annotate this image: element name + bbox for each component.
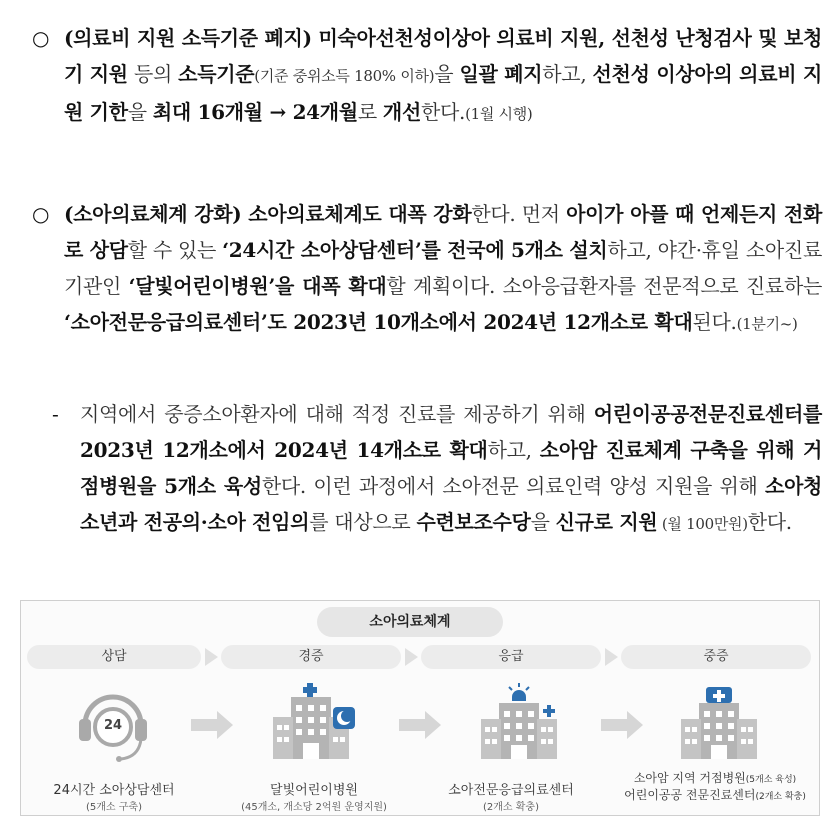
text: 지역에서 중증소아환자에 대해 적정 진료를 제공하기 위해: [80, 402, 594, 426]
stage-emergency: 응급: [421, 645, 601, 669]
caption-title: 어린이공공 전문진료센터: [624, 788, 756, 802]
caption-detail: (2개소 확충): [483, 802, 539, 813]
paragraph-body: [64, 20, 822, 132]
text-bold: 선천성 이상아의 의료비 지원 기한: [64, 62, 823, 124]
text: 을: [127, 100, 153, 124]
stage-arrow: [605, 648, 618, 666]
caption-title: 달빛어린이병원: [270, 783, 358, 798]
stage-arrow: [405, 648, 418, 666]
text-bold: (소아의료체계 강화) 소아의료체계도 대폭 강화: [64, 202, 472, 226]
text: 된다.: [692, 310, 737, 334]
diagram-title: 소아의료체계: [317, 607, 503, 637]
stage-arrow: [205, 648, 218, 666]
caption-title: 소아암 지역 거점병원: [633, 771, 746, 785]
caption-detail: (5개소 구축): [86, 802, 142, 813]
caption-detail: (5개소 육성): [745, 775, 797, 785]
paragraph-pediatric-system: [32, 196, 822, 342]
caption-detail: (45개소, 개소당 2억원 운영지원): [241, 802, 387, 813]
text-bold: ‘달빛어린이병원’을 대폭 확대: [128, 274, 387, 298]
text: 등의: [127, 62, 179, 86]
text-bold: 신규로 지원: [555, 510, 658, 534]
caption-moonlight-hospital: [217, 779, 411, 813]
text: 한다. 이런 과정에서 소아전문 의료인력 양성 지원을 위해: [261, 474, 765, 498]
text: 하고,: [487, 438, 540, 462]
pediatric-care-diagram: [20, 600, 820, 816]
caption-line: [613, 769, 817, 786]
text-bold: ‘소아전문응급의료센터’도 2023년 10개소에서 2024년 12개소로 확대: [64, 310, 693, 334]
text: 을: [530, 510, 556, 534]
dash-bullet: -: [52, 402, 59, 426]
text-bold: 개선: [382, 100, 421, 124]
caption-counseling-center: [27, 779, 201, 813]
paragraph-body: [64, 196, 822, 342]
stage-counseling: 상담: [27, 645, 201, 669]
text: 하고,: [542, 62, 593, 86]
text-small: (1분기~): [736, 315, 798, 333]
flow-arrow-icon: [601, 711, 643, 739]
emergency-hospital-icon: [477, 681, 565, 761]
caption-severe-centers: [613, 769, 817, 803]
flow-arrow-icon: [191, 711, 233, 739]
text-bold: 최대 16개월 → 24개월: [152, 100, 358, 124]
text-small: (기준 중위소득 180% 이하): [254, 67, 435, 85]
regional-hospital-icon: [677, 681, 765, 761]
headset-number: 24: [103, 718, 123, 733]
text-bold: 소아청소년과 전공의·소아 전임의: [80, 474, 822, 534]
text-bold: 아이가 아플 때 언제든지 전화로 상담: [64, 202, 822, 262]
caption-detail: (2개소 확충): [755, 792, 806, 802]
text: 을: [434, 62, 460, 86]
text: 한다.: [747, 510, 792, 534]
night-hospital-icon: [269, 681, 359, 761]
text: 한다.: [420, 100, 466, 124]
text: 로: [357, 100, 383, 124]
bullet-circle: ○: [32, 202, 50, 226]
text-bold: (의료비 지원 소득기준 폐지) 미숙아선천성이상아 의료비 지원, 선천성 난청검사 및 보청기 지원: [64, 26, 822, 86]
paragraph-income-criteria: [32, 20, 822, 132]
text-small: (월 100만원): [657, 515, 748, 533]
flow-arrow-icon: [399, 711, 441, 739]
subparagraph-regional-care: [52, 396, 822, 542]
text: 한다. 먼저: [471, 202, 567, 226]
subparagraph-body: [80, 396, 822, 542]
caption-title: 소아전문응급의료센터: [448, 783, 574, 798]
caption-emergency-center: [421, 779, 601, 813]
text-bold: 일괄 폐지: [459, 62, 543, 86]
text-bold: 소득기준: [178, 62, 255, 86]
caption-title: 24시간 소아상담센터: [53, 783, 175, 798]
text: 할 수 있는: [127, 238, 223, 262]
text-small: (1월 시행): [465, 105, 533, 123]
bullet-circle: ○: [32, 26, 50, 50]
stage-mild: 경증: [221, 645, 401, 669]
caption-line: [613, 786, 817, 803]
text-bold: 어린이공공전문진료센터를 2023년 12개소에서 2024년 14개소로 확대: [80, 402, 822, 462]
text-bold: 수련보조수당: [416, 510, 531, 534]
text: 할 계획이다. 소아응급환자를 전문적으로 진료하는: [386, 274, 822, 298]
text-bold: ‘24시간 소아상담센터’를 전국에 5개소 설치: [222, 238, 608, 262]
text: 를 대상으로: [309, 510, 417, 534]
text-bold: 소아암 진료체계 구축을 위해 거점병원을 5개소 육성: [80, 438, 823, 498]
stage-severe: 중증: [621, 645, 811, 669]
text: 하고, 야간·휴일 소아진료기관인: [64, 238, 822, 298]
